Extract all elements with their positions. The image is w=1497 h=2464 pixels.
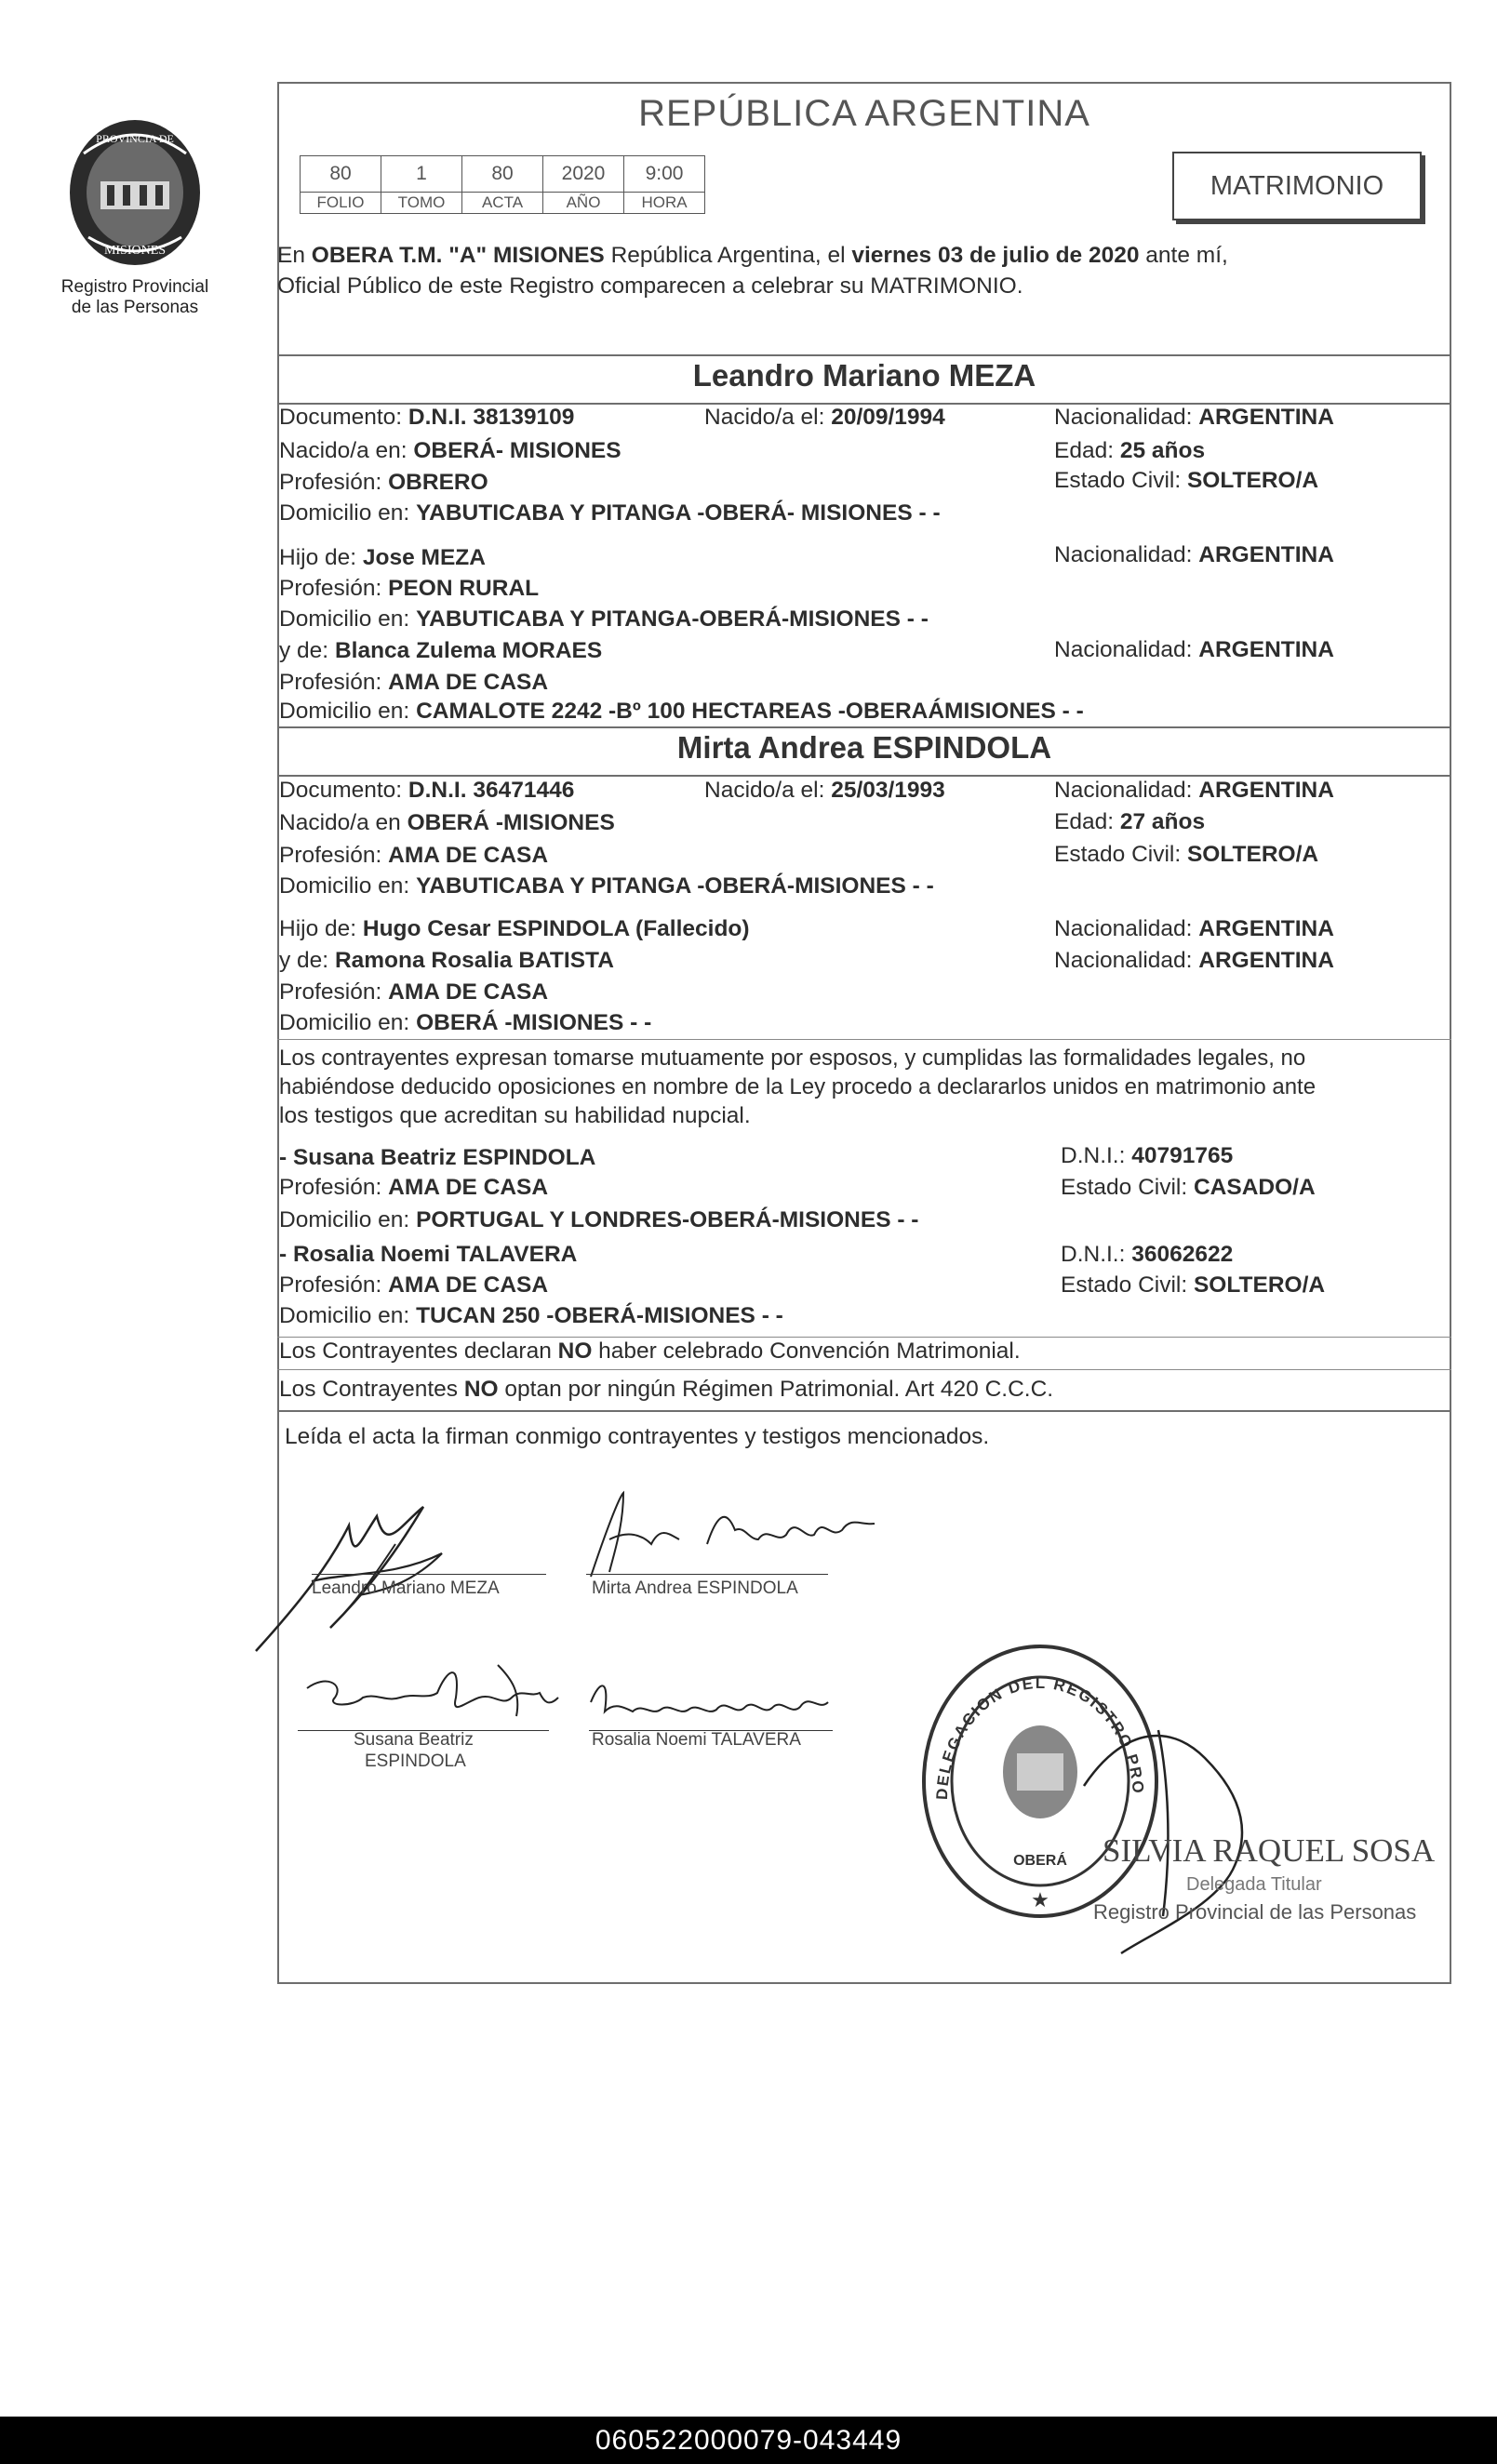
c1-madre-profesion: Profesión: AMA DE CASA xyxy=(279,670,549,695)
folio-value: 80 xyxy=(301,156,381,193)
signature-label-meza: Leandro Mariano MEZA xyxy=(312,1578,500,1598)
footer-code: 060522000079-043449 xyxy=(595,2424,902,2456)
signature-line xyxy=(312,1574,546,1575)
signature-label-espindola: Mirta Andrea ESPINDOLA xyxy=(592,1578,798,1598)
seal-ring-top: PROVINCIA DE xyxy=(96,132,174,145)
intro-line2: Oficial Público de este Registro comparecen a celebrar su MATRIMONIO. xyxy=(277,273,1023,299)
testigo2-dni: D.N.I.: 36062622 xyxy=(1061,1242,1234,1267)
testigo2-profesion: Profesión: AMA DE CASA xyxy=(279,1272,549,1298)
c1-nacido-el: Nacido/a el: 20/09/1994 xyxy=(704,405,945,430)
c1-padre-nacionalidad: Nacionalidad: ARGENTINA xyxy=(1054,542,1334,567)
signature-meza xyxy=(247,1488,554,1665)
tomo-label: TOMO xyxy=(381,193,462,214)
c2-madre: y de: Ramona Rosalia BATISTA xyxy=(279,948,614,973)
official-name: SILVIA RAQUEL SOSA xyxy=(1103,1832,1436,1869)
acta-label: ACTA xyxy=(462,193,543,214)
anio-value: 2020 xyxy=(543,156,624,193)
c1-padre-domicilio: Domicilio en: YABUTICABA Y PITANGA-OBERÁ-MISIONES - - xyxy=(279,606,929,632)
testigo2-domicilio: Domicilio en: TUCAN 250 -OBERÁ-MISIONES - - xyxy=(279,1303,783,1328)
folio-label: FOLIO xyxy=(301,193,381,214)
c1-documento: Documento: D.N.I. 38139109 xyxy=(279,405,575,430)
c2-estado: Estado Civil: SOLTERO/A xyxy=(1054,842,1319,867)
c1-domicilio: Domicilio en: YABUTICABA Y PITANGA -OBERÁ- MISIONES - - xyxy=(279,500,941,526)
provincial-seal xyxy=(65,116,205,270)
act-type: MATRIMONIO xyxy=(1210,170,1384,201)
testigo2-estado: Estado Civil: SOLTERO/A xyxy=(1061,1272,1326,1298)
divider xyxy=(277,354,1451,356)
signature-susana xyxy=(298,1651,568,1739)
signature-label-susana-1: Susana Beatriz xyxy=(354,1730,474,1750)
c2-domicilio: Domicilio en: YABUTICABA Y PITANGA -OBERÁ-MISIONES - - xyxy=(279,873,934,899)
c2-madre-nacionalidad: Nacionalidad: ARGENTINA xyxy=(1054,948,1334,973)
c1-padre: Hijo de: Jose MEZA xyxy=(279,545,486,570)
c1-nacido-en: Nacido/a en: OBERÁ- MISIONES xyxy=(279,438,622,463)
acta-value: 80 xyxy=(462,156,543,193)
divider xyxy=(277,726,1451,728)
c2-nacionalidad: Nacionalidad: ARGENTINA xyxy=(1054,778,1334,803)
c2-padre-nacionalidad: Nacionalidad: ARGENTINA xyxy=(1054,916,1334,941)
c1-madre-nacionalidad: Nacionalidad: ARGENTINA xyxy=(1054,637,1334,662)
c1-madre: y de: Blanca Zulema MORAES xyxy=(279,638,603,663)
anio-label: AÑO xyxy=(543,193,624,214)
stamp-ring-text: DELEGACION DEL REGISTRO PRO xyxy=(932,1673,1148,1801)
hora-value: 9:00 xyxy=(624,156,705,193)
page-title: REPÚBLICA ARGENTINA xyxy=(638,93,1090,134)
signature-label-susana-2: ESPINDOLA xyxy=(365,1751,466,1771)
testigo1-dni: D.N.I.: 40791765 xyxy=(1061,1143,1234,1168)
c1-nacionalidad: Nacionalidad: ARGENTINA xyxy=(1054,405,1334,430)
official-org: Registro Provincial de las Personas xyxy=(1093,1900,1417,1924)
c1-estado: Estado Civil: SOLTERO/A xyxy=(1054,468,1319,493)
intro-line1: En OBERA T.M. "A" MISIONES República Argentina, el viernes 03 de julio de 2020 ante mí, xyxy=(277,243,1228,268)
seal-caption xyxy=(37,277,233,318)
declaracion-line1: Los contrayentes expresan tomarse mutuamente por esposos, y cumplidas las formalidades legales, no xyxy=(279,1046,1306,1071)
cierre-text: Leída el acta la firman conmigo contrayentes y testigos mencionados. xyxy=(285,1424,990,1449)
seal-ring-bottom: MISIONES xyxy=(103,244,167,258)
c2-nacido-en: Nacido/a en OBERÁ -MISIONES xyxy=(279,810,615,835)
act-type-box xyxy=(1172,152,1422,220)
c2-documento: Documento: D.N.I. 36471446 xyxy=(279,778,575,803)
divider xyxy=(277,1369,1451,1370)
hora-label: HORA xyxy=(624,193,705,214)
signature-line xyxy=(586,1574,828,1575)
signature-label-talavera: Rosalia Noemi TALAVERA xyxy=(592,1730,801,1750)
contrayente1-name: Leandro Mariano MEZA xyxy=(692,358,1036,393)
footer-bar xyxy=(0,2417,1497,2464)
divider xyxy=(277,1410,1451,1412)
stamp-city: OBERÁ xyxy=(1013,1853,1067,1869)
testigo1-domicilio: Domicilio en: PORTUGAL Y LONDRES-OBERÁ-MISIONES - - xyxy=(279,1207,919,1232)
official-role: Delegada Titular xyxy=(1186,1874,1322,1895)
contrayente2-name: Mirta Andrea ESPINDOLA xyxy=(676,730,1052,765)
testigo1-profesion: Profesión: AMA DE CASA xyxy=(279,1175,549,1200)
c2-nacido-el: Nacido/a el: 25/03/1993 xyxy=(704,778,945,803)
registry-table xyxy=(300,155,705,214)
convencion-line2: Los Contrayentes NO optan por ningún Régimen Patrimonial. Art 420 C.C.C. xyxy=(279,1377,1054,1402)
testigo1-estado: Estado Civil: CASADO/A xyxy=(1061,1175,1316,1200)
declaracion-line3: los testigos que acreditan su habilidad nupcial. xyxy=(279,1103,751,1128)
c1-profesion: Profesión: OBRERO xyxy=(279,470,488,495)
declaracion-line2: habiéndose deducido oposiciones en nombre de la Ley procedo a declararlos unidos en matrimonio ante xyxy=(279,1074,1317,1099)
tomo-value: 1 xyxy=(381,156,462,193)
svg-text:★: ★ xyxy=(1031,1888,1049,1911)
c2-padre: Hijo de: Hugo Cesar ESPINDOLA (Fallecido) xyxy=(279,916,750,941)
testigo1-name: - Susana Beatriz ESPINDOLA xyxy=(279,1145,596,1170)
seal-caption-line2: de las Personas xyxy=(71,298,199,317)
c2-edad: Edad: 27 años xyxy=(1054,809,1206,834)
c1-edad: Edad: 25 años xyxy=(1054,438,1206,463)
c2-madre-profesion: Profesión: AMA DE CASA xyxy=(279,979,549,1005)
c1-madre-domicilio: Domicilio en: CAMALOTE 2242 -Bº 100 HECTAREAS -OBERAÁMISIONES - - xyxy=(279,699,1084,724)
divider xyxy=(277,1039,1451,1040)
convencion-line1: Los Contrayentes declaran NO haber celebrado Convención Matrimonial. xyxy=(279,1339,1021,1364)
seal-caption-line1: Registro Provincial xyxy=(60,277,209,297)
c1-padre-profesion: Profesión: PEON RURAL xyxy=(279,576,540,601)
signature-talavera xyxy=(586,1674,837,1730)
signature-espindola xyxy=(586,1488,884,1581)
testigo2-name: - Rosalia Noemi TALAVERA xyxy=(279,1242,578,1267)
c2-profesion: Profesión: AMA DE CASA xyxy=(279,843,549,868)
c2-madre-domicilio: Domicilio en: OBERÁ -MISIONES - - xyxy=(279,1010,652,1035)
